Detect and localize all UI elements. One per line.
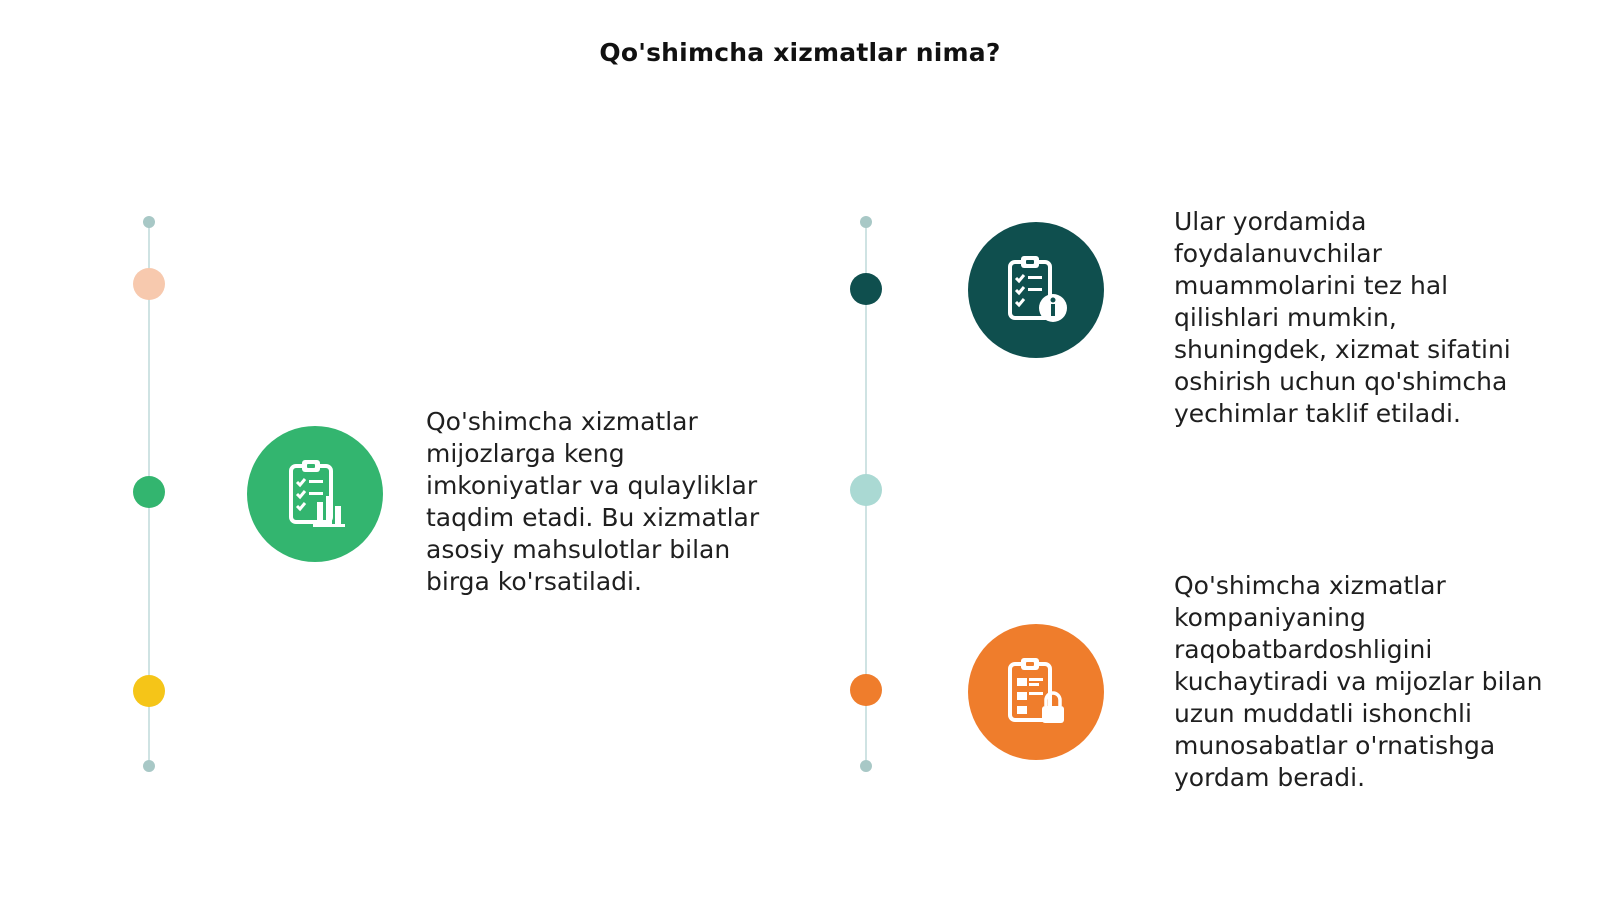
item-text-2: Ular yordamida foydalanuvchilar muammolarini tez hal qilishlari mumkin, shuningdek, xizmat sifatini oshirish uchun qo'shimcha yechimlar taklif etiladi. [1174,207,1511,428]
right-timeline [846,0,886,900]
item-text-3: Qo'shimcha xizmatlar kompaniyaning raqobatbardoshligini kuchaytiradi va mijozlar bilan uzun muddatli ishonchli munosabatlar o'rnatishga yordam beradi. [1174,571,1543,792]
timeline-dot-orange [850,674,882,706]
timeline-dot-yellow [133,675,165,707]
clipboard-lock-icon [998,654,1074,730]
timeline-end-dot [860,760,872,772]
timeline-dot-dark-teal [850,273,882,305]
left-timeline [129,0,169,900]
timeline-start-dot [143,216,155,228]
page-title: Qo'shimcha xizmatlar nima? [599,38,1001,67]
timeline-dot-green [133,476,165,508]
timeline-dot-peach [133,268,165,300]
timeline-start-dot [860,216,872,228]
icon-circle-orange [968,624,1104,760]
icon-circle-dark-teal [968,222,1104,358]
icon-circle-green [247,426,383,562]
clipboard-info-icon [998,252,1074,328]
timeline-end-dot [143,760,155,772]
item-text-1: Qo'shimcha xizmatlar mijozlarga keng imkoniyatlar va qulayliklar taqdim etadi. Bu xizmatlar asosiy mahsulotlar bilan birga ko'rsatiladi. [426,407,760,596]
clipboard-chart-icon [277,456,353,532]
timeline-dot-light-teal [850,474,882,506]
